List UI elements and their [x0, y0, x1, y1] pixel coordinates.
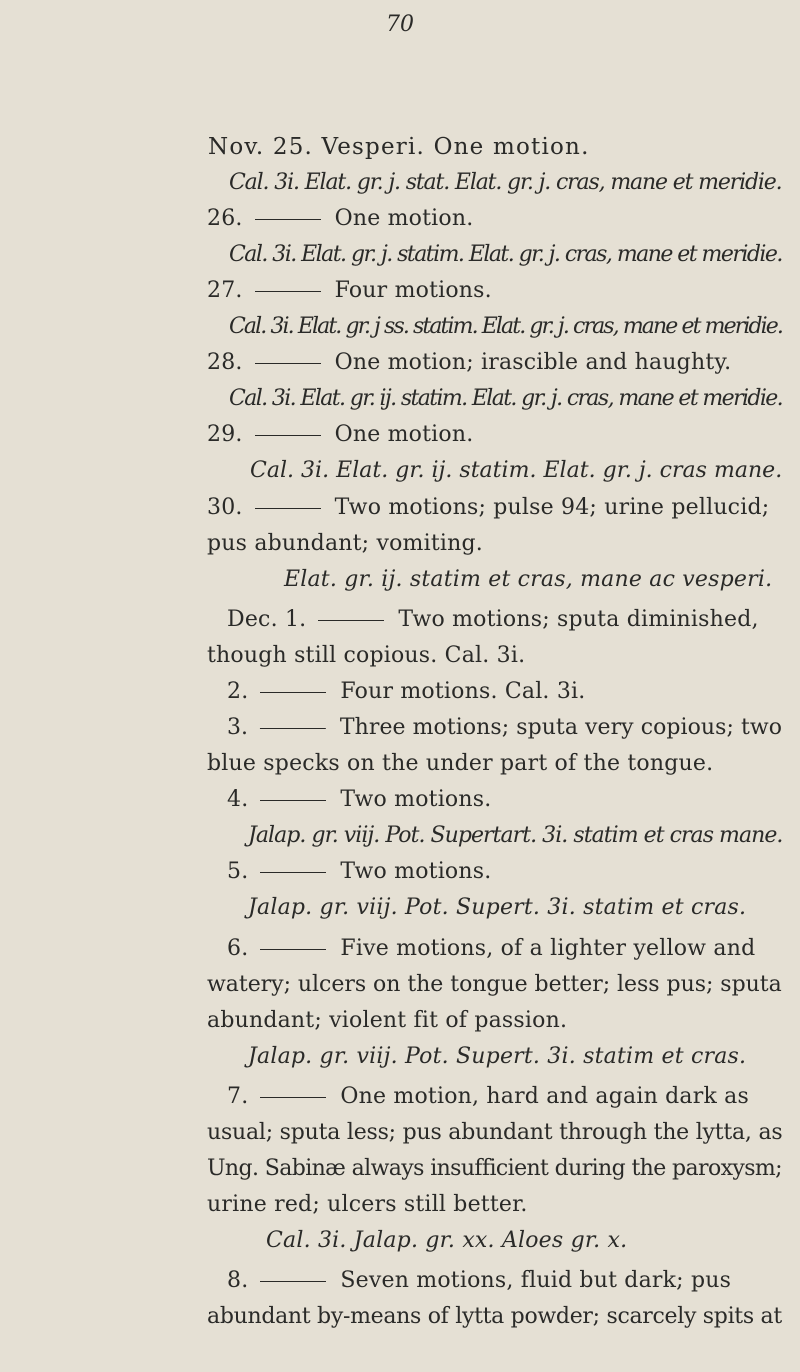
entry-line	[227, 717, 782, 739]
entry-heading-nov-25: Nov. 25. Vesperi. One motion.	[208, 134, 590, 160]
ditto-dash	[255, 291, 321, 292]
prescription-line: Jalap. gr. viij. Pot. Supert. 3i. statim et cras.	[248, 895, 747, 920]
entry-date: 2.	[227, 679, 249, 704]
prescription-line: Cal. 3i. Elat. gr. j ss. statim. Elat. gr. j. cras, mane et meridie.	[229, 314, 782, 339]
entry-text: One motion, hard and again dark as	[340, 1084, 749, 1109]
entry-text: Two motions.	[340, 787, 492, 812]
entry-date: 3.	[227, 715, 249, 740]
entry-line	[227, 861, 491, 883]
continuation-line: urine red; ulcers still better.	[207, 1192, 528, 1217]
entry-text: One motion.	[334, 206, 474, 231]
ditto-dash	[255, 508, 321, 509]
entry-line	[207, 424, 473, 446]
entry-line	[227, 1086, 749, 1108]
entry-text: Two motions; sputa diminished,	[398, 607, 759, 632]
entry-date: 29.	[207, 422, 243, 447]
prescription-line: Cal. 3i. Elat. gr. ij. statim. Elat. gr. j. cras, mane et meridie.	[229, 386, 783, 411]
entry-line	[227, 1270, 731, 1292]
entry-date: 26.	[207, 206, 243, 231]
entry-date: 28.	[207, 350, 243, 375]
entry-date: 7.	[227, 1084, 249, 1109]
entry-text: Five motions, of a lighter yellow and	[340, 936, 756, 961]
entry-text: Four motions. Cal. 3i.	[340, 679, 586, 704]
entry-text: Two motions; pulse 94; urine pellucid;	[334, 495, 770, 520]
ditto-dash	[255, 219, 321, 220]
entry-text: Four motions.	[334, 278, 492, 303]
entry-text: One motion; irascible and haughty.	[334, 350, 732, 375]
ditto-dash	[260, 1097, 326, 1098]
ditto-dash	[260, 1281, 326, 1282]
prescription-line: Cal. 3i. Elat. gr. j. statim. Elat. gr. j. cras, mane et meridie.	[229, 242, 782, 267]
continuation-line: watery; ulcers on the tongue better; less pus; sputa	[207, 972, 782, 997]
entry-date: 6.	[227, 936, 249, 961]
entry-text: One motion.	[334, 422, 474, 447]
ditto-dash	[260, 800, 326, 801]
entry-line	[207, 352, 731, 374]
entry-text: Two motions.	[340, 859, 492, 884]
entry-date: 27.	[207, 278, 243, 303]
entry-date: 8.	[227, 1268, 249, 1293]
ditto-dash	[260, 692, 326, 693]
prescription-line: Cal. 3i. Jalap. gr. xx. Aloes gr. x.	[266, 1228, 628, 1253]
ditto-dash	[255, 435, 321, 436]
entry-line	[227, 681, 585, 703]
entry-line	[207, 497, 769, 519]
page-number: 70	[386, 12, 414, 37]
continuation-line: usual; sputa less; pus abundant through the lytta, as	[207, 1120, 783, 1145]
entry-line	[207, 208, 473, 230]
continuation-line: blue specks on the under part of the tongue.	[207, 751, 714, 776]
entry-line	[227, 609, 759, 631]
entry-date: 4.	[227, 787, 249, 812]
ditto-dash	[260, 728, 326, 729]
entry-date: 5.	[227, 859, 249, 884]
entry-date: Dec. 1.	[227, 607, 307, 632]
ditto-dash	[318, 620, 384, 621]
entry-line	[227, 789, 491, 811]
prescription-line: Jalap. gr. viij. Pot. Supert. 3i. statim et cras.	[248, 1044, 747, 1069]
prescription-line: Elat. gr. ij. statim et cras, mane ac vesperi.	[284, 567, 773, 592]
entry-line	[227, 938, 755, 960]
continuation-line: abundant; violent fit of passion.	[207, 1008, 568, 1033]
entry-text: Three motions; sputa very copious; two	[339, 715, 783, 740]
ditto-dash	[260, 872, 326, 873]
prescription-line: Cal. 3i. Elat. gr. ij. statim. Elat. gr. j. cras mane.	[250, 458, 783, 483]
entry-date: 30.	[207, 495, 243, 520]
prescription-line: Cal. 3i. Elat. gr. j. stat. Elat. gr. j. cras, mane et meridie.	[229, 170, 782, 195]
entry-line	[207, 280, 492, 302]
ditto-dash	[260, 949, 326, 950]
continuation-line: abundant by-means of lytta powder; scarcely spits at	[207, 1304, 782, 1329]
ditto-dash	[255, 363, 321, 364]
entry-text: Seven motions, fluid but dark; pus	[340, 1268, 732, 1293]
continuation-line: Ung. Sabinæ always insufficient during the paroxysm;	[207, 1156, 782, 1181]
prescription-line: Jalap. gr. viij. Pot. Supertart. 3i. statim et cras mane.	[248, 823, 783, 848]
continuation-line: pus abundant; vomiting.	[207, 531, 483, 556]
continuation-line: though still copious. Cal. 3i.	[207, 643, 526, 668]
